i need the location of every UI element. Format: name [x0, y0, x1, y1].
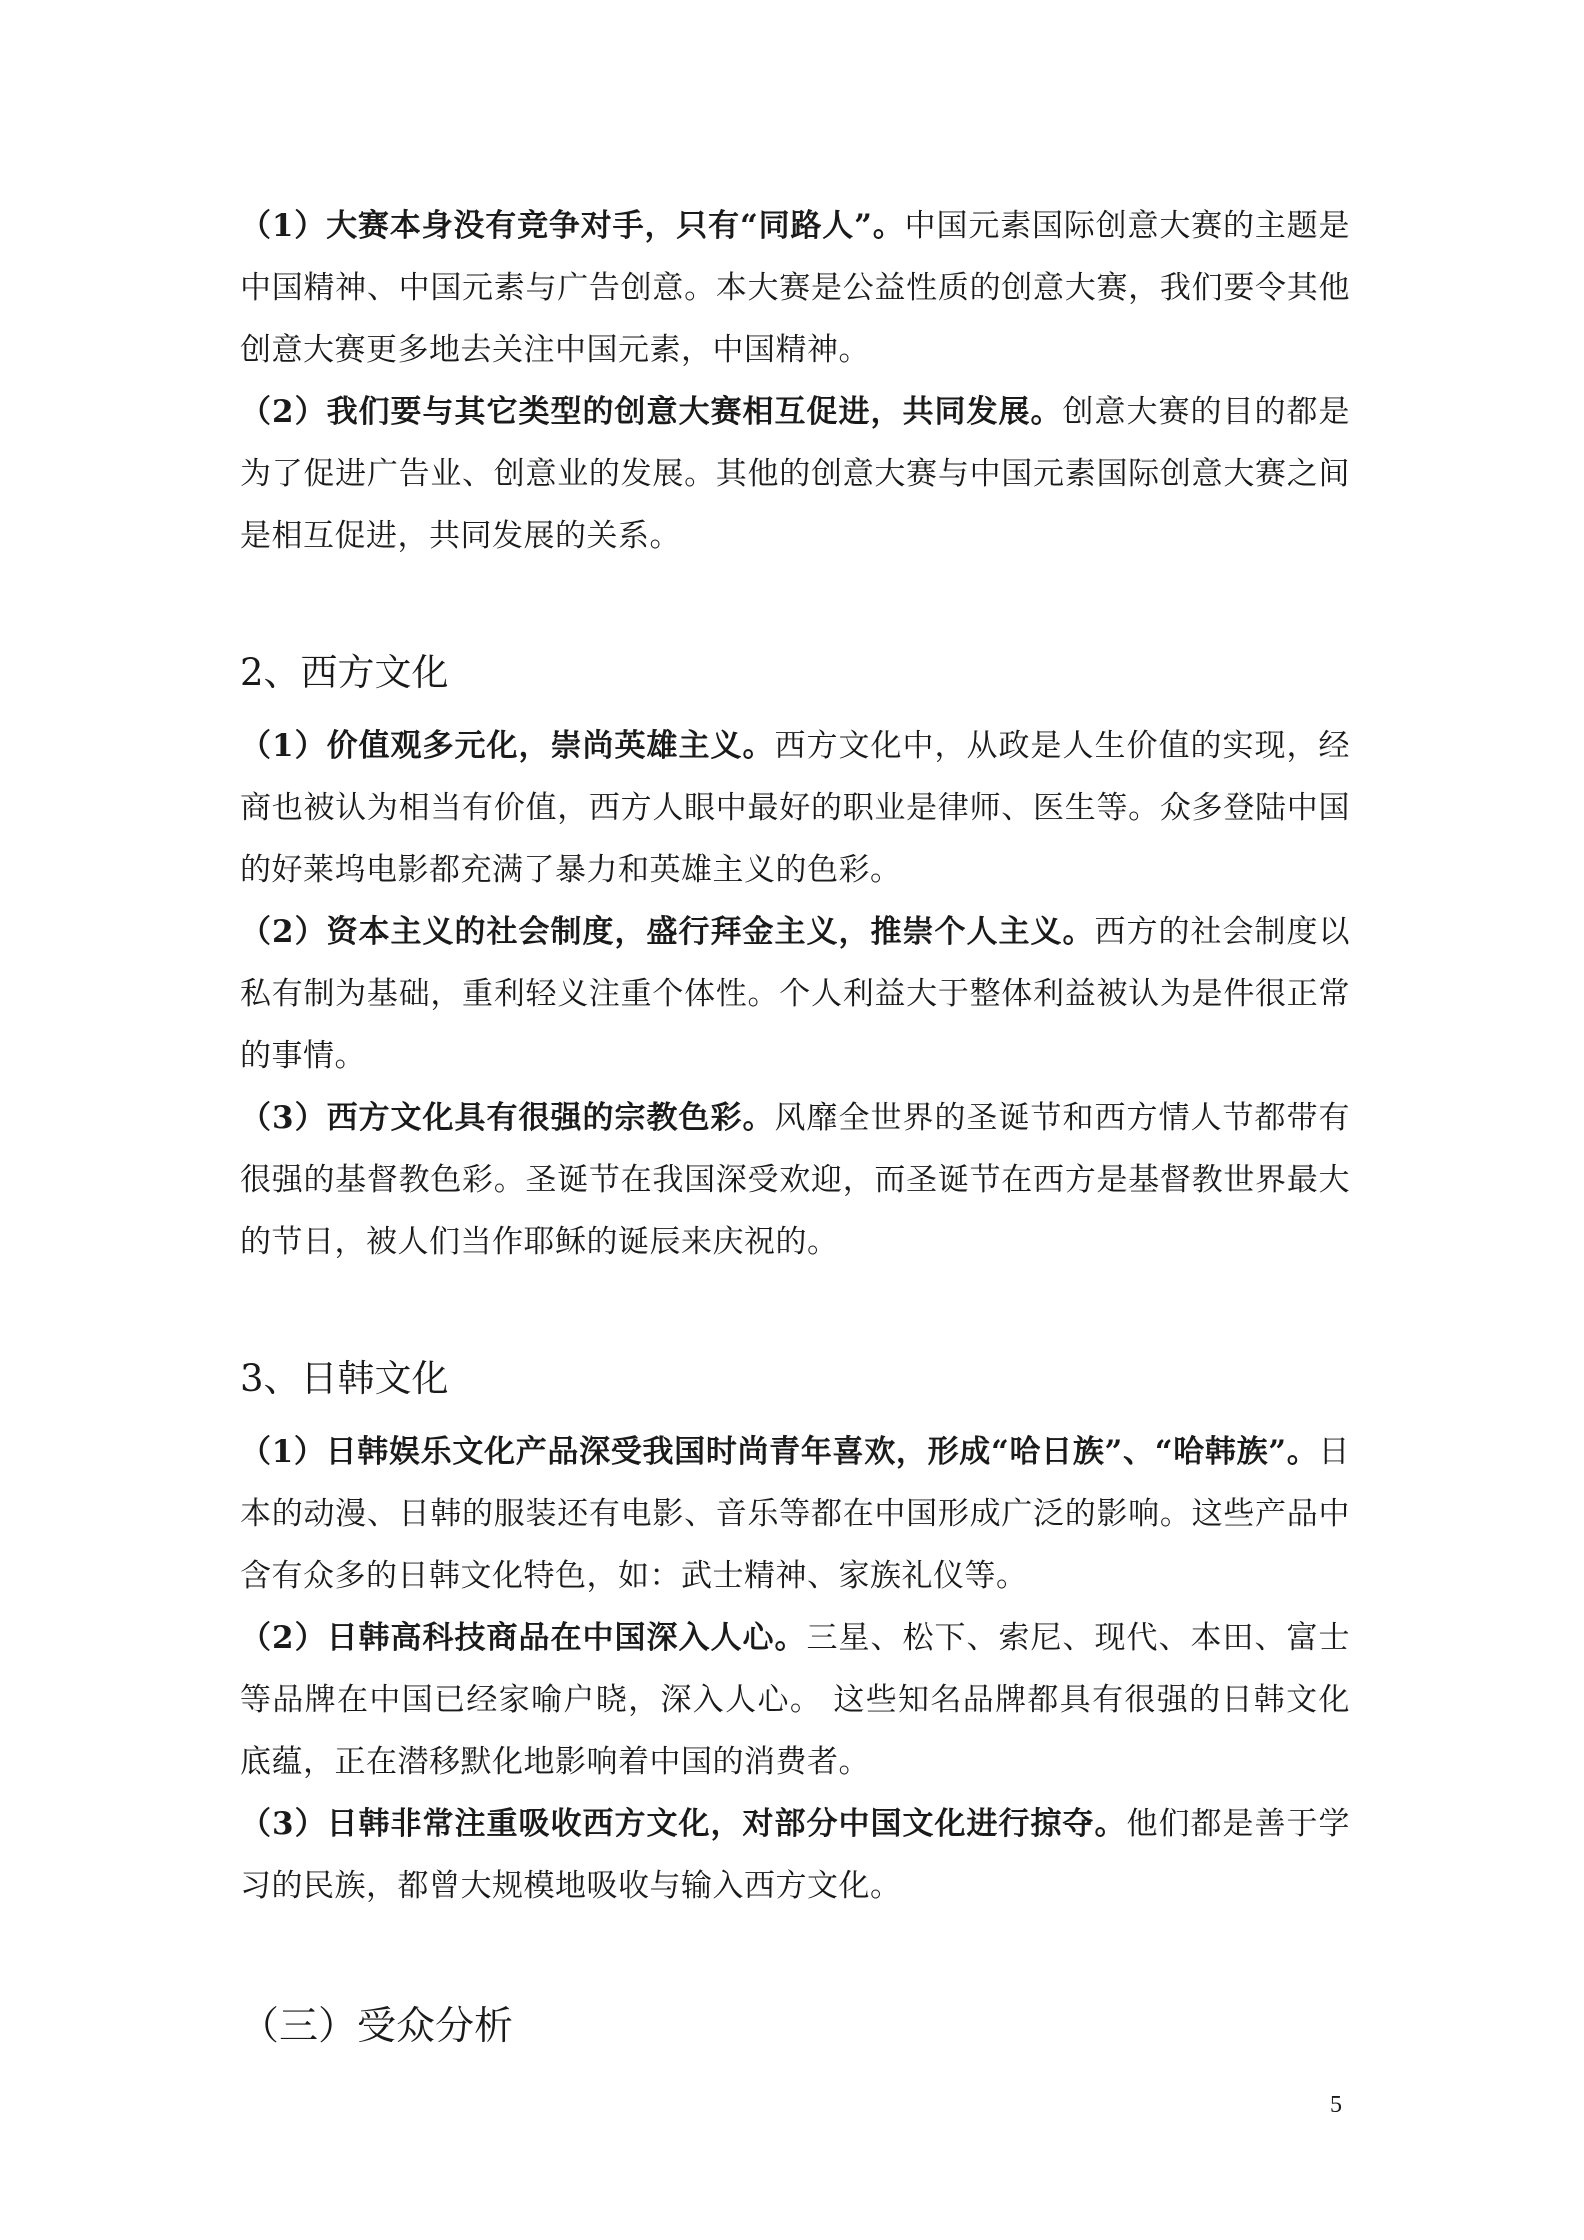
paragraph-lead: （2）资本主义的社会制度，盛行拜金主义，推崇个人主义。 — [240, 914, 1095, 950]
paragraph-body: 中国元素国际创意大赛的主题是中国精神、中国元素与广告创意。本大赛是公益性质的创意大赛，我们要令其他创意大赛更多地去关注中国元素，中国精神。 — [240, 208, 1351, 368]
paragraph-lead: （2）日韩高科技商品在中国深入人心。 — [240, 1620, 807, 1656]
paragraph — [240, 715, 1350, 901]
paragraph-body: 风靡全世界的圣诞节和西方情人节都带有很强的基督教色彩。圣诞节在我国深受欢迎，而圣诞节在西方是基督教世界最大的节日，被人们当作耶稣的诞辰来庆祝的。 — [240, 1100, 1350, 1260]
paragraph-body: 创意大赛的目的都是为了促进广告业、创意业的发展。其他的创意大赛与中国元素国际创意大赛之间是相互促进，共同发展的关系。 — [240, 394, 1350, 554]
section-competitors — [240, 195, 1350, 567]
section-heading-audience-analysis: （三）受众分析 — [240, 2004, 514, 2049]
paragraph-lead: （3）日韩非常注重吸收西方文化，对部分中国文化进行掠夺。 — [240, 1806, 1127, 1842]
paragraph-body: 西方的社会制度以私有制为基础，重利轻义注重个体性。个人利益大于整体利益被认为是件很正常的事情。 — [240, 914, 1350, 1074]
paragraph-lead: （1）价值观多元化，崇尚英雄主义。 — [240, 728, 775, 764]
page-number: 5 — [1330, 2092, 1342, 2118]
section-heading-western-culture: 2、西方文化 — [240, 651, 449, 694]
paragraph-lead: （1）大赛本身没有竞争对手，只有“同路人”。 — [240, 208, 905, 244]
paragraph-lead: （2）我们要与其它类型的创意大赛相互促进，共同发展。 — [240, 394, 1063, 430]
paragraph-body: 他们都是善于学习的民族，都曾大规模地吸收与输入西方文化。 — [240, 1806, 1351, 1904]
paragraph — [240, 1421, 1350, 1607]
paragraph — [240, 195, 1350, 381]
section-heading-japan-korea-culture: 3、日韩文化 — [240, 1357, 449, 1400]
paragraph-lead: （3）西方文化具有很强的宗教色彩。 — [240, 1100, 775, 1136]
section-japan-korea-culture — [240, 1421, 1350, 1917]
paragraph — [240, 1793, 1350, 1917]
paragraph-lead: （1）日韩娱乐文化产品深受我国时尚青年喜欢，形成“哈日族”、“哈韩族”。 — [240, 1434, 1319, 1470]
paragraph — [240, 1607, 1350, 1793]
paragraph — [240, 381, 1350, 567]
paragraph-body: 西方文化中，从政是人生价值的实现，经商也被认为相当有价值，西方人眼中最好的职业是律师、医生等。众多登陆中国的好莱坞电影都充满了暴力和英雄主义的色彩。 — [240, 728, 1350, 888]
paragraph — [240, 901, 1350, 1087]
paragraph-body: 三星、松下、索尼、现代、本田、富士等品牌在中国已经家喻户晓，深入人心。 这些知名品牌都具有很强的日韩文化底蕴，正在潜移默化地影响着中国的消费者。 — [240, 1620, 1350, 1780]
paragraph — [240, 1087, 1350, 1273]
section-western-culture — [240, 715, 1350, 1273]
document-page — [240, 195, 1350, 2057]
paragraph-body: 日本的动漫、日韩的服装还有电影、音乐等都在中国形成广泛的影响。这些产品中含有众多的日韩文化特色，如：武士精神、家族礼仪等。 — [240, 1434, 1350, 1594]
